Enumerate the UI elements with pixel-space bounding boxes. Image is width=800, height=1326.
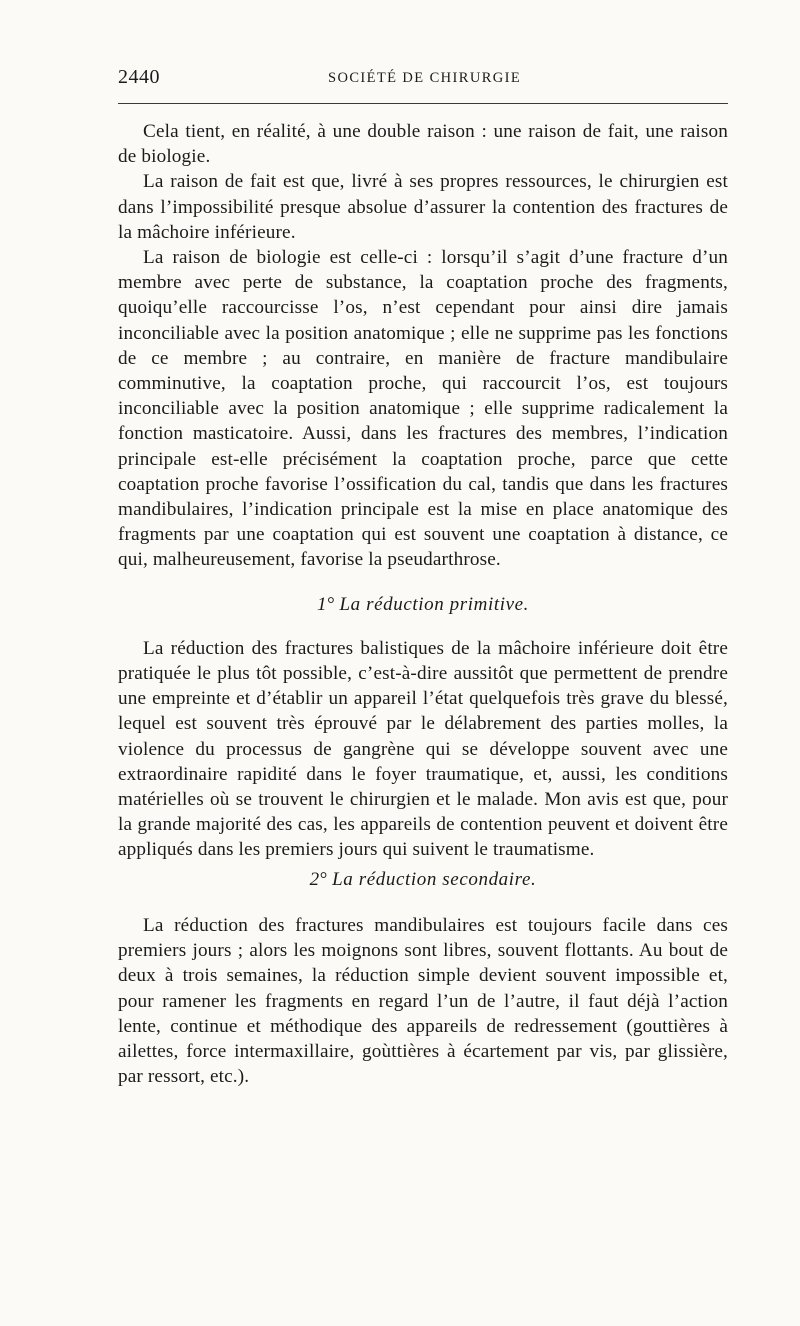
section-heading-reduction-secondaire xyxy=(118,863,728,913)
section-title: La réduction primitive. xyxy=(339,593,529,615)
paragraph-reduction-primitive: La réduction des fractures balistiques de la mâchoire inférieure doit être pratiquée le plus tôt possible, c’est-à-dire aussitôt que permettent de prendre une empreinte et d’établir un appareil l’état quelquefois très grave du blessé, lequel est souvent très éprouvé par le délabrement des parties molles, la violence du processus de gangrène qui se développe souvent avec une extraordinaire rapidité dans le foyer traumatique, et, aussi, les conditions matérielles où se trouvent le chirurgien et le malade. Mon avis est que, pour la grande majorité des cas, les appareils de contention peuvent et doivent être appliqués dans les premiers jours qui suivent le traumatisme. xyxy=(118,637,728,861)
article-body xyxy=(118,119,728,1089)
section-number: 1° xyxy=(317,593,335,615)
paragraph-raison-de-biologie: La raison de biologie est celle-ci : lorsqu’il s’agit d’une fracture d’un membre avec perte de substance, la coaptation proche des fragments, quoiqu’elle raccourcisse l’os, n’est cependant pour ainsi dire jamais inconciliable avec la position anatomique ; elle ne supprime pas les fonctions de ce membre ; au contraire, en manière de fracture mandibulaire comminutive, la coaptation proche, qui raccourcit l’os, est toujours inconciliable avec la position anatomique ; elle supprime radicalement la fonction masticatoire. Aussi, dans les fractures des membres, l’indication principale est-elle précisément la coaptation proche, parce que cette coaptation proche favorise l’ossification du cal, tandis que dans les fractures mandibulaires, l’indication principale est la mise en place anatomique des fragments par une coaptation qui est souvent une coaptation à distance, ce qui, malheureusement, favorise la pseudarthrose. xyxy=(118,247,728,571)
running-head xyxy=(118,66,728,94)
journal-title: SOCIÉTÉ DE CHIRURGIE xyxy=(328,70,522,86)
section-title: La réduction secondaire. xyxy=(332,868,537,890)
section-number: 2° xyxy=(309,868,327,890)
header-rule xyxy=(118,103,728,104)
page-number: 2440 xyxy=(118,66,160,88)
paragraph-double-raison: Cela tient, en réalité, à une double raison : une raison de fait, une raison de biologie. xyxy=(118,121,728,168)
paragraph-reduction-secondaire: La réduction des fractures mandibulaires est toujours facile dans ces premiers jours ; alors les moignons sont libres, souvent flottants. Au bout de deux à trois semaines, la réduction simple devient souvent impossible et, pour ramener les fragments en regard l’un de l’autre, il faut déjà l’action lente, continue et méthodique des appareils de redressement (gouttières à ailettes, force intermaxillaire, goùttières à écartement par vis, par glissière, par ressort, etc.). xyxy=(118,914,728,1088)
section-heading-reduction-primitive xyxy=(118,573,728,636)
paragraph-raison-de-fait: La raison de fait est que, livré à ses propres ressources, le chirurgien est dans l’impossibilité presque absolue d’assurer la contention des fractures de la mâchoire inférieure. xyxy=(118,171,728,243)
